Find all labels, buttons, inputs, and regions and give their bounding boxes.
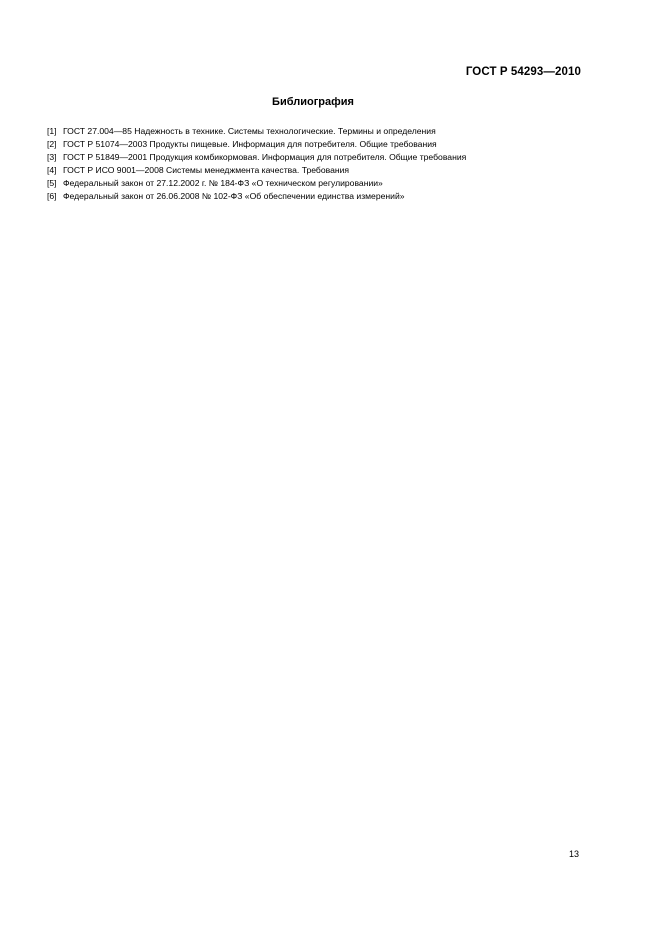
- bibliography-item: [47, 177, 607, 190]
- bibliography-item-text: ГОСТ Р ИСО 9001—2008 Системы менеджмента качества. Требования: [63, 165, 350, 175]
- bibliography-item: [47, 138, 607, 151]
- bibliography-item-text: ГОСТ Р 51849—2001 Продукция комбикормовая. Информация для потребителя. Общие требования: [63, 152, 467, 162]
- bibliography-item-text: ГОСТ 27.004—85 Надежность в технике. Системы технологические. Термины и определения: [63, 126, 436, 136]
- bibliography-item-text: Федеральный закон от 27.12.2002 г. № 184-ФЗ «О техническом регулировании»: [63, 178, 383, 188]
- bibliography-item: [47, 151, 607, 164]
- bibliography-item-number: [3]: [47, 152, 57, 162]
- bibliography-item: [47, 190, 607, 203]
- bibliography-item-number: [6]: [47, 191, 57, 201]
- bibliography-list: [47, 125, 607, 203]
- bibliography-item: [47, 125, 607, 138]
- bibliography-item: [47, 164, 607, 177]
- section-title: Библиография: [272, 96, 354, 108]
- bibliography-item-text: ГОСТ Р 51074—2003 Продукты пищевые. Информация для потребителя. Общие требования: [63, 139, 437, 149]
- bibliography-item-number: [4]: [47, 165, 57, 175]
- bibliography-item-number: [5]: [47, 178, 57, 188]
- bibliography-item-text: Федеральный закон от 26.06.2008 № 102-ФЗ «Об обеспечении единства измерений»: [63, 191, 405, 201]
- bibliography-item-number: [1]: [47, 126, 57, 136]
- page-number: 13: [568, 849, 579, 859]
- standard-code: ГОСТ Р 54293—2010: [465, 66, 581, 78]
- bibliography-item-number: [2]: [47, 139, 57, 149]
